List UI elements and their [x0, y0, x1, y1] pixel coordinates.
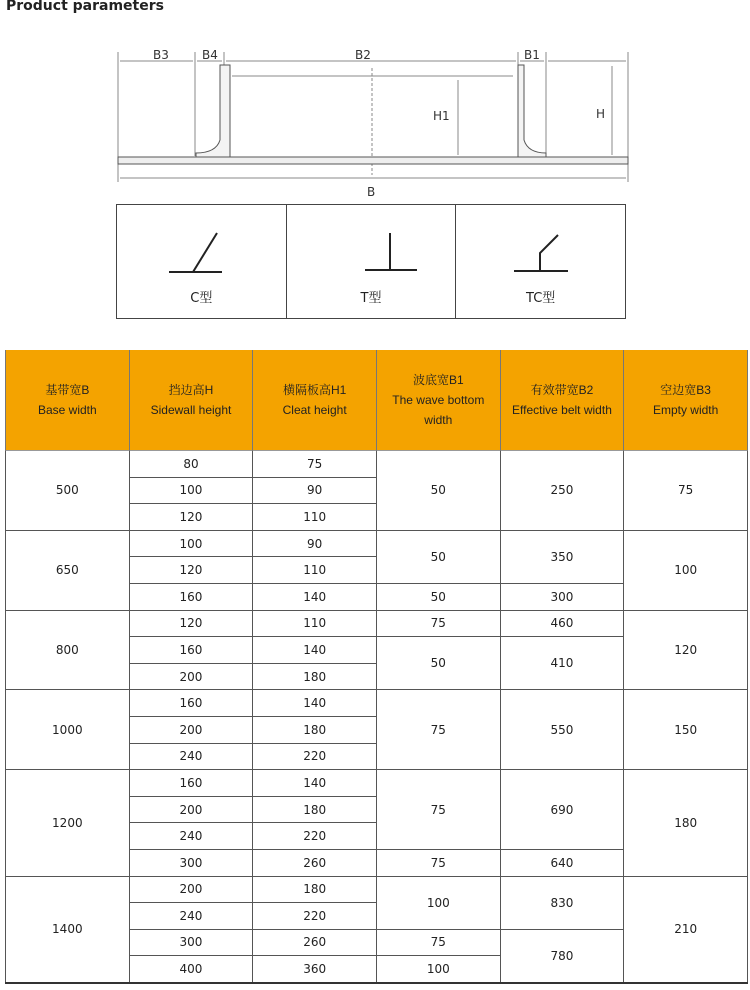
sidewall-height-cell: 400 [129, 956, 253, 983]
label-b: B [367, 185, 376, 199]
type-tc [456, 205, 625, 318]
cleat-height-cell: 110 [253, 504, 377, 531]
sidewall-height-cell: 240 [129, 823, 253, 850]
wave-bottom-width-cell: 75 [376, 690, 500, 770]
column-header-cn: 空边宽B3 [660, 383, 711, 397]
sidewall-height-cell: 80 [129, 451, 253, 478]
wave-bottom-width-cell: 75 [376, 849, 500, 876]
cleat-height-cell: 110 [253, 557, 377, 584]
column-header [129, 350, 253, 451]
table-row [6, 690, 748, 717]
column-header-cn: 挡边高H [168, 383, 214, 397]
c-type-icon [117, 205, 287, 285]
effective-width-cell: 690 [500, 770, 624, 850]
label-b3: B3 [153, 48, 169, 62]
column-header-cn: 波底宽B1 [412, 373, 464, 387]
sidewall-height-cell: 300 [129, 929, 253, 956]
cleat-height-cell: 360 [253, 956, 377, 983]
column-header-en: Cleat height [282, 403, 347, 417]
base-width-cell: 500 [6, 451, 130, 531]
type-t-label: T型 [360, 291, 382, 306]
column-header-cn: 有效带宽B2 [530, 383, 594, 397]
label-b4: B4 [202, 48, 218, 62]
base-width-cell: 1000 [6, 690, 130, 770]
sidewall-height-cell: 240 [129, 903, 253, 930]
empty-width-cell: 75 [624, 451, 748, 531]
wave-bottom-width-cell: 50 [376, 451, 500, 531]
base-width-cell: 1400 [6, 876, 130, 983]
type-tc-label: TC型 [526, 291, 556, 306]
cleat-type-panel [116, 204, 626, 319]
t-type-icon [287, 205, 457, 285]
cleat-height-cell: 180 [253, 796, 377, 823]
label-h1: H1 [433, 109, 450, 123]
wave-bottom-width-cell: 50 [376, 583, 500, 610]
table-header-row [6, 350, 748, 451]
table-row [6, 451, 748, 478]
cleat-height-cell: 180 [253, 663, 377, 690]
column-header-cn: 基带宽B [45, 383, 90, 397]
column-header [376, 350, 500, 451]
effective-width-cell: 460 [500, 610, 624, 637]
cleat-height-cell: 260 [253, 849, 377, 876]
wave-bottom-width-cell: 50 [376, 530, 500, 583]
cleat-height-cell: 75 [253, 451, 377, 478]
empty-width-cell: 150 [624, 690, 748, 770]
sidewall-height-cell: 120 [129, 610, 253, 637]
sidewall-height-cell: 100 [129, 530, 253, 557]
cleat-height-cell: 140 [253, 690, 377, 717]
effective-width-cell: 250 [500, 451, 624, 531]
base-width-cell: 1200 [6, 770, 130, 876]
type-c-label: C型 [190, 291, 213, 306]
label-h: H [596, 107, 606, 121]
sidewall-height-cell: 100 [129, 477, 253, 504]
sidewall-height-cell: 200 [129, 663, 253, 690]
cleat-height-cell: 140 [253, 770, 377, 797]
empty-width-cell: 120 [624, 610, 748, 690]
sidewall-height-cell: 300 [129, 849, 253, 876]
cleat-height-cell: 220 [253, 743, 377, 770]
cleat-height-cell: 140 [253, 583, 377, 610]
sidewall-height-cell: 160 [129, 690, 253, 717]
cleat-height-cell: 110 [253, 610, 377, 637]
table-row [6, 770, 748, 797]
sidewall-height-cell: 240 [129, 743, 253, 770]
column-header [6, 350, 130, 451]
sidewall-height-cell: 160 [129, 770, 253, 797]
effective-width-cell: 640 [500, 849, 624, 876]
wave-bottom-width-cell: 100 [376, 876, 500, 929]
table-row [6, 610, 748, 637]
table-row [6, 876, 748, 903]
type-c [117, 205, 287, 318]
column-header-en: Base width [37, 403, 97, 417]
cleat-height-cell: 90 [253, 530, 377, 557]
column-header-en: Empty width [652, 403, 719, 417]
sidewall-height-cell: 200 [129, 876, 253, 903]
belt-cross-section-diagram [0, 0, 750, 200]
cleat-height-cell: 180 [253, 876, 377, 903]
empty-width-cell: 210 [624, 876, 748, 983]
sidewall-height-cell: 160 [129, 583, 253, 610]
column-header [253, 350, 377, 451]
parameters-table [5, 350, 748, 984]
cleat-height-cell: 220 [253, 903, 377, 930]
wave-bottom-width-cell: 100 [376, 956, 500, 983]
cleat-height-cell: 260 [253, 929, 377, 956]
column-header-en: Sidewall height [150, 403, 232, 417]
empty-width-cell: 180 [624, 770, 748, 876]
sidewall-height-cell: 120 [129, 557, 253, 584]
effective-width-cell: 300 [500, 583, 624, 610]
effective-width-cell: 550 [500, 690, 624, 770]
base-width-cell: 800 [6, 610, 130, 690]
column-header [500, 350, 624, 451]
column-header [624, 350, 748, 451]
effective-width-cell: 350 [500, 530, 624, 583]
column-header-en: Effective belt width [512, 403, 612, 417]
cleat-height-cell: 90 [253, 477, 377, 504]
page-title: Product parameters [6, 0, 164, 14]
tc-type-icon [456, 205, 626, 285]
sidewall-height-cell: 200 [129, 716, 253, 743]
effective-width-cell: 830 [500, 876, 624, 929]
effective-width-cell: 410 [500, 637, 624, 690]
sidewall-height-cell: 120 [129, 504, 253, 531]
wave-bottom-width-cell: 75 [376, 770, 500, 850]
table-row [6, 530, 748, 557]
type-t [287, 205, 457, 318]
cleat-height-cell: 140 [253, 637, 377, 664]
empty-width-cell: 100 [624, 530, 748, 610]
column-header-en: The wave bottom width [392, 393, 485, 427]
column-header-cn: 横隔板高H1 [282, 383, 347, 397]
label-b1: B1 [524, 48, 540, 62]
wave-bottom-width-cell: 50 [376, 637, 500, 690]
base-width-cell: 650 [6, 530, 130, 610]
effective-width-cell: 780 [500, 929, 624, 983]
label-b2: B2 [355, 48, 371, 62]
sidewall-height-cell: 160 [129, 637, 253, 664]
sidewall-height-cell: 200 [129, 796, 253, 823]
cleat-height-cell: 180 [253, 716, 377, 743]
cleat-height-cell: 220 [253, 823, 377, 850]
wave-bottom-width-cell: 75 [376, 610, 500, 637]
wave-bottom-width-cell: 75 [376, 929, 500, 956]
